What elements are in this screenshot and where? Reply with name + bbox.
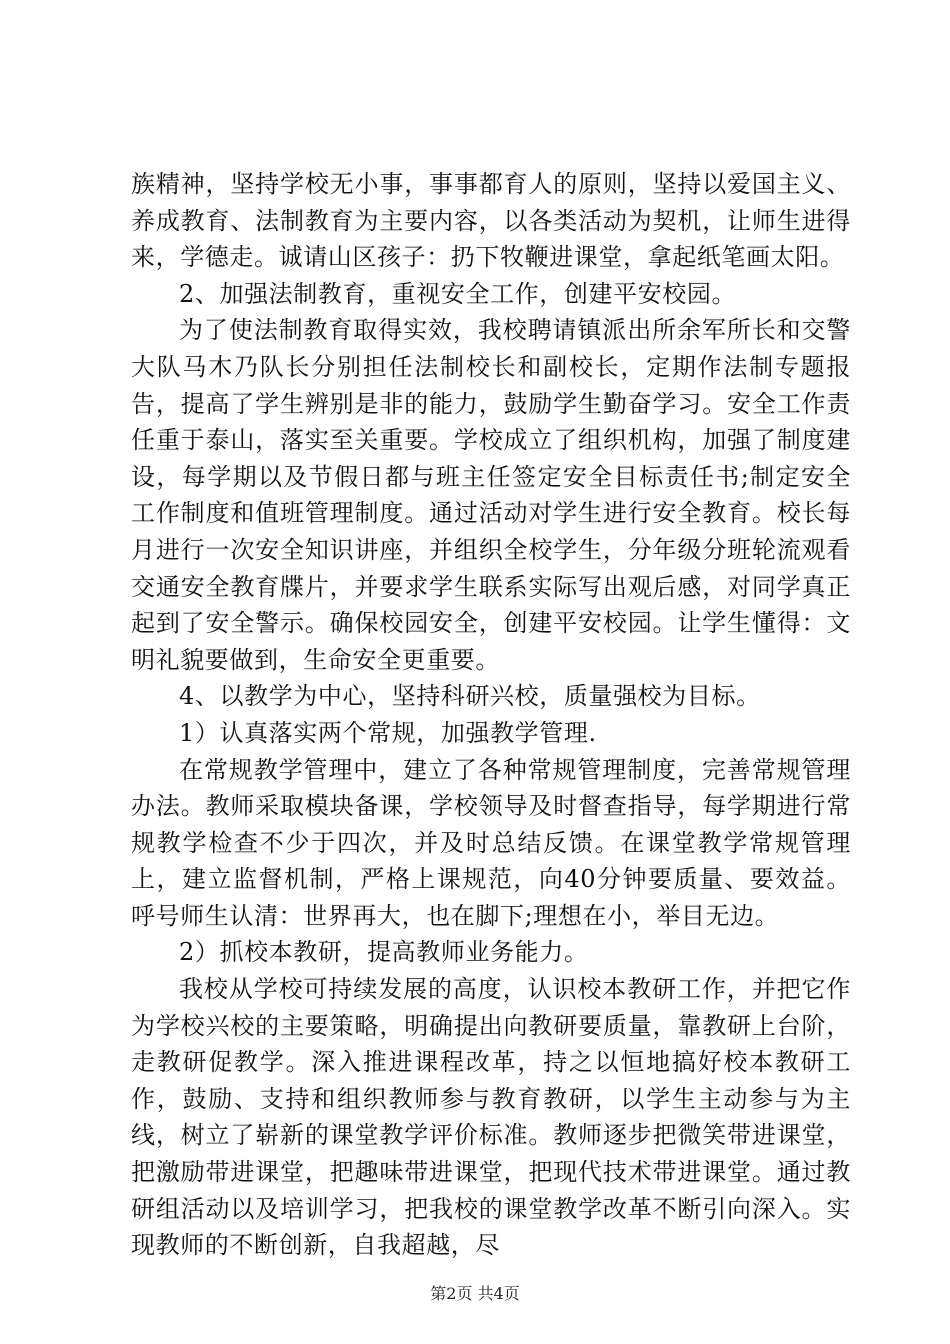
heading-teaching-center: 4、以教学为中心，坚持科研兴校，质量强校为目标。 [179, 682, 761, 711]
body-text [131, 166, 851, 1264]
subheading-school-research: 2）抓校本教研，提高教师业务能力。 [179, 938, 589, 967]
paragraph-routine-management: 在常规教学管理中，建立了各种常规管理制度，完善常规管理办法。教师采取模块备课，学校领导及时督查指导，每学期进行常规教学检查不少于四次，并及时总结反馈。在课堂教学常规管理上，建立监督机制，严格上课规范，向40分钟要质量、要效益。呼号师生认清：世界再大，也在脚下;理想在小，举目无边。 [131, 755, 851, 930]
heading-legal-education: 2、加强法制教育，重视安全工作，创建平安校园。 [179, 279, 737, 308]
paragraph-legal-safety: 为了使法制教育取得实效，我校聘请镇派出所余军所长和交警大队马木乃队长分别担任法制校长和副校长，定期作法制专题报告，提高了学生辨别是非的能力，鼓励学生勤奋学习。安全工作责任重于泰山，落实至关重要。学校成立了组织机构，加强了制度建设，每学期以及节假日都与班主任签定安全目标责任书;制定安全工作制度和值班管理制度。通过活动对学生进行安全教育。校长每月进行一次安全知识讲座，并组织全校学生，分年级分班轮流观看交通安全教育牒片，并要求学生联系实际写出观后感，对同学真正起到了安全警示。确保校园安全，创建平安校园。让学生懂得：文明礼貌要做到，生命安全更重要。 [131, 316, 851, 674]
paragraph-school-research: 我校从学校可持续发展的高度，认识校本教研工作，并把它作为学校兴校的主要策略，明确提出向教研要质量，靠教研上台阶，走教研促教学。深入推进课程改革，持之以恒地搞好校本教研工作，鼓励、支持和组织教师参与教育教研，以学生主动参与为主线，树立了崭新的课堂教学评价标准。教师逐步把微笑带进课堂，把激励带进课堂，把趣味带进课堂，把现代技术带进课堂。通过教研组活动以及培训学习，把我校的课堂教学改革不断引向深入。实现教师的不断创新，自我超越，尽 [131, 975, 851, 1260]
subheading-two-routines: 1）认真落实两个常规，加强教学管理. [179, 718, 597, 747]
paragraph-continued: 族精神，坚持学校无小事，事事都育人的原则，坚持以爱国主义、养成教育、法制教育为主要内容，以各类活动为契机，让师生进得来，学德走。诚请山区孩子：扔下牧鞭进课堂，拿起纸笔画太阳。 [131, 170, 851, 272]
page-footer: 第2页 共4页 [430, 1284, 520, 1303]
